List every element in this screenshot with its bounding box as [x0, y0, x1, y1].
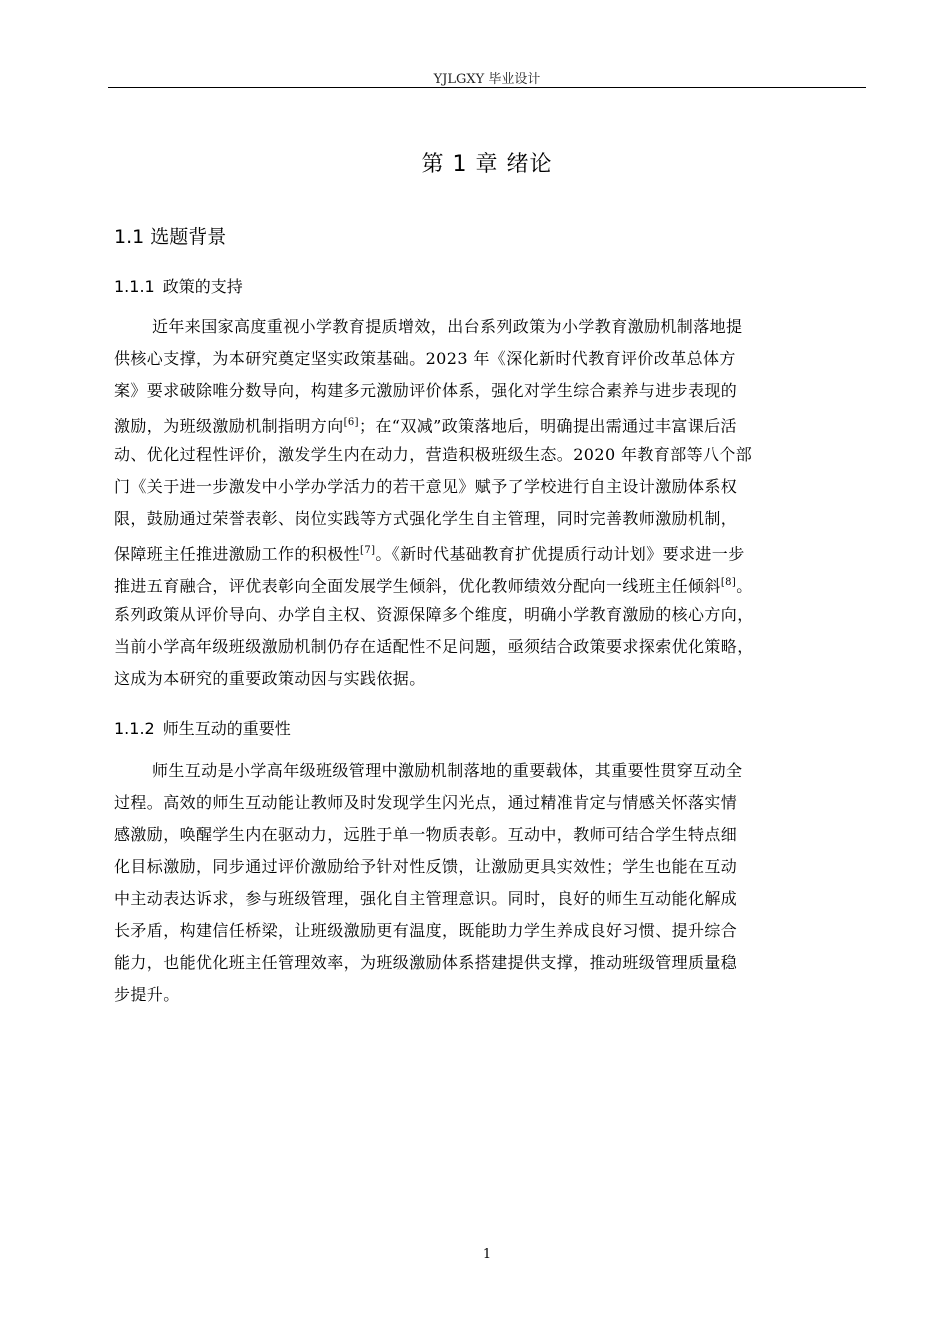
paragraph-line: 近年来国家高度重视小学教育提质增效，出台系列政策为小学教育激励机制落地提 [152, 317, 743, 336]
paragraph-line: 能力，也能优化班主任管理效率，为班级激励体系搭建提供支撑，推动班级管理质量稳 [114, 953, 738, 972]
paragraph-line: 门《关于进一步激发中小学办学活力的若干意见》赋予了学校进行自主设计激励体系权 [114, 477, 738, 496]
paragraph-line: 激励，为班级激励机制指明方向[6]；在“双减”政策落地后，明确提出需通过丰富课后活 [114, 416, 737, 436]
page-number: 1 [482, 1247, 492, 1262]
citation-superscript: [7] [360, 545, 376, 556]
paragraph-line: 供核心支撑，为本研究奠定坚实政策基础。2023 年《深化新时代教育评价改革总体方 [114, 349, 736, 368]
paragraph-policy-support [114, 311, 872, 695]
paragraph-line: 师生互动是小学高年级班级管理中激励机制落地的重要载体，其重要性贯穿互动全 [152, 761, 743, 780]
paragraph-line: 推进五育融合，评优表彰向全面发展学生倾斜，优化教师绩效分配向一线班主任倾斜[8]。 [114, 576, 753, 596]
paragraph-line: 过程。高效的师生互动能让教师及时发现学生闪光点，通过精准肯定与情感关怀落实情 [114, 793, 738, 812]
paragraph-line: 动、优化过程性评价，激发学生内在动力，营造积极班级生态。2020 年教育部等八个部 [114, 445, 753, 464]
paragraph-line: 中主动表达诉求，参与班级管理，强化自主管理意识。同时，良好的师生互动能化解成 [114, 889, 738, 908]
section-heading: 1.1 选题背景 [114, 226, 227, 248]
paragraph-line: 长矛盾，构建信任桥梁，让班级激励更有温度，既能助力学生养成良好习惯、提升综合 [114, 921, 738, 940]
paragraph-line: 保障班主任推进激励工作的积极性[7]。《新时代基础教育扩优提质行动计划》要求进一步 [114, 544, 745, 564]
subsection-heading-2 [114, 716, 291, 739]
page-header: YJLGXY 毕业设计 [433, 72, 541, 87]
subsection-number: 1.1.1 [114, 277, 155, 296]
paragraph-teacher-student-interaction [114, 755, 872, 1011]
citation-superscript: [6] [343, 417, 359, 428]
subsection-title: 师生互动的重要性 [162, 719, 291, 738]
paragraph-line: 限，鼓励通过荣誉表彰、岗位实践等方式强化学生自主管理，同时完善教师激励机制， [114, 509, 738, 528]
citation-superscript: [8] [720, 577, 737, 588]
subsection-number: 1.1.2 [114, 719, 155, 738]
paragraph-line: 当前小学高年级班级激励机制仍存在适配性不足问题，亟须结合政策要求探索优化策略， [114, 637, 754, 656]
paragraph-line: 感激励，唤醒学生内在驱动力，远胜于单一物质表彰。互动中，教师可结合学生特点细 [114, 825, 738, 844]
paragraph-line: 系列政策从评价导向、办学自主权、资源保障多个维度，明确小学教育激励的核心方向， [114, 605, 754, 624]
paragraph-line: 化目标激励，同步通过评价激励给予针对性反馈，让激励更具实效性；学生也能在互动 [114, 857, 738, 876]
subsection-heading-1 [114, 274, 243, 297]
chapter-title: 第 1 章 绪论 [421, 152, 553, 177]
subsection-title: 政策的支持 [162, 277, 243, 296]
paragraph-line: 步提升。 [114, 985, 180, 1004]
paragraph-line: 这成为本研究的重要政策动因与实践依据。 [114, 669, 426, 688]
header-rule [108, 87, 866, 88]
paragraph-line: 案》要求破除唯分数导向，构建多元激励评价体系，强化对学生综合素养与进步表现的 [114, 381, 738, 400]
